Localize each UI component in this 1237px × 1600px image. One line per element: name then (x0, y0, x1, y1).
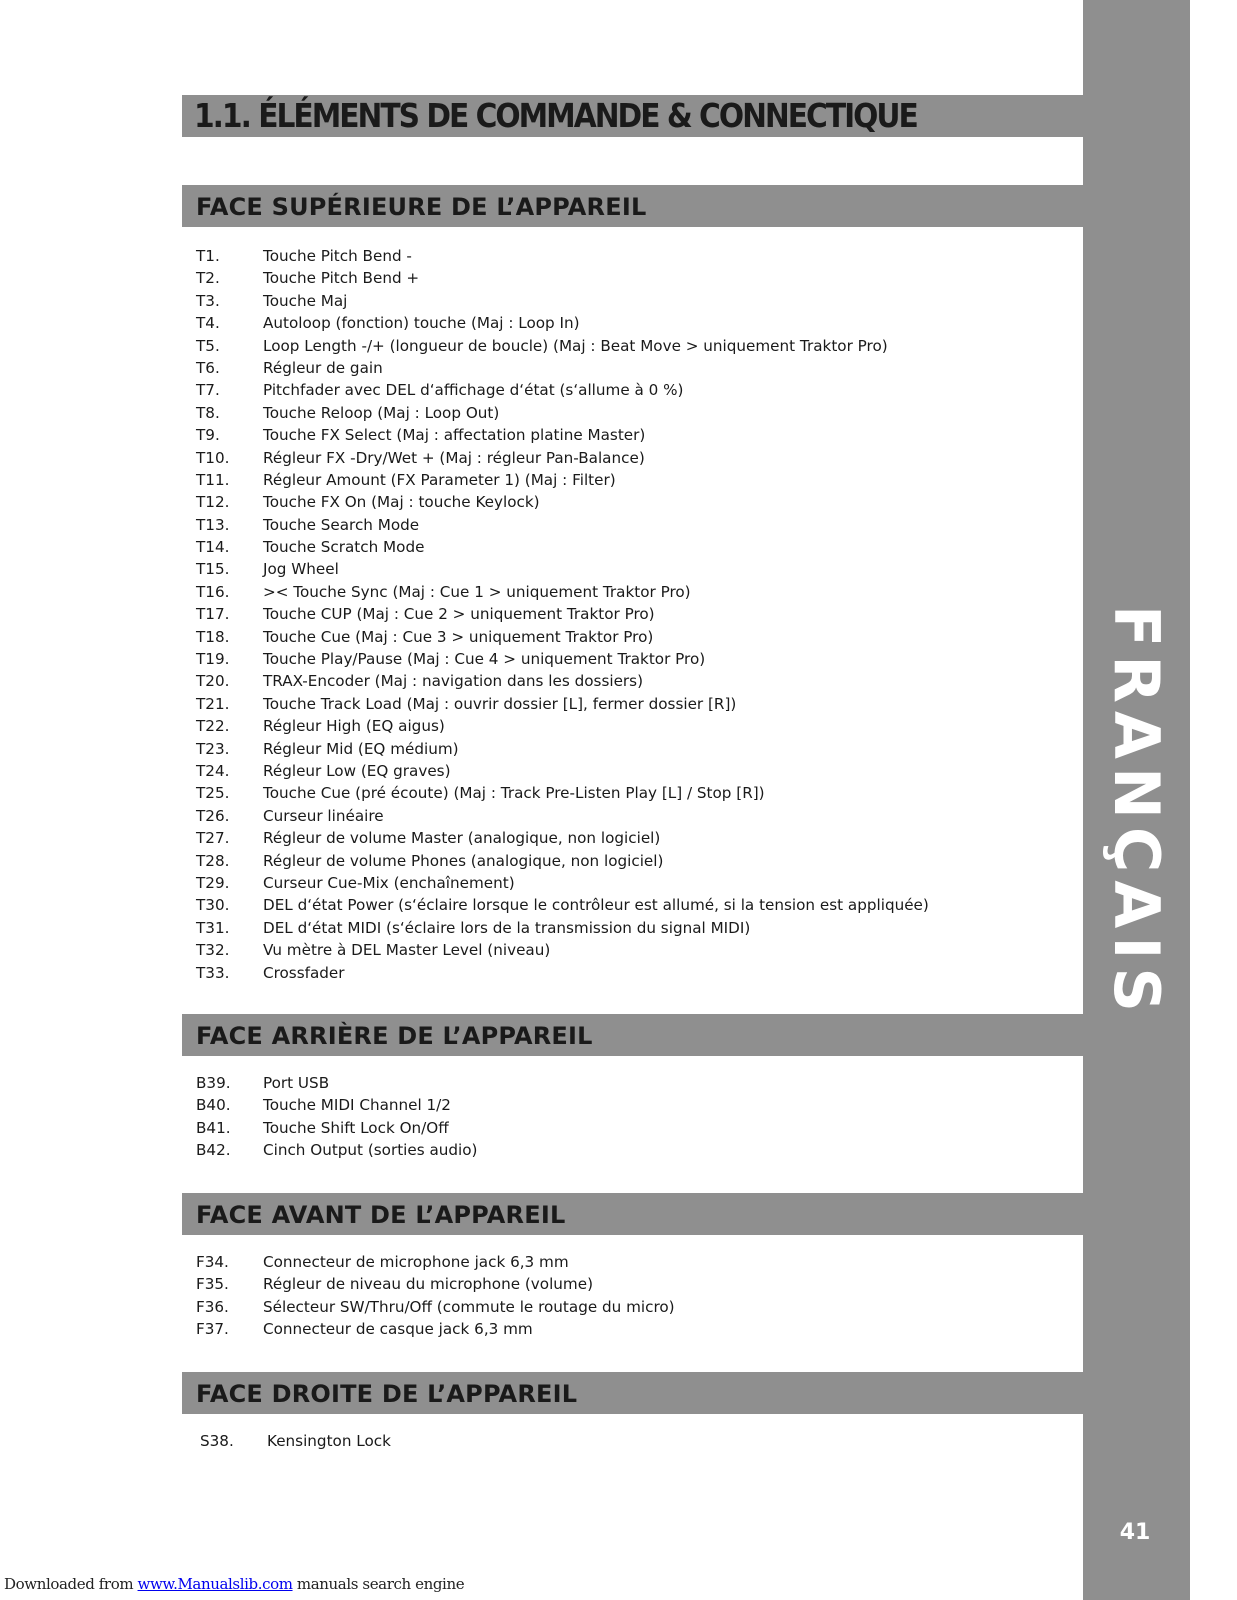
list-item (196, 491, 929, 513)
list-item (196, 312, 929, 334)
item-text: Touche CUP (Maj : Cue 2 > uniquement Traktor Pro) (263, 605, 655, 624)
item-list (196, 1072, 477, 1162)
list-item (196, 827, 929, 849)
list-item (196, 1296, 675, 1318)
item-code: F35. (196, 1275, 229, 1294)
main-heading: 1.1. ÉLÉMENTS DE COMMANDE & CONNECTIQUE (194, 96, 917, 135)
item-text: Régleur High (EQ aigus) (263, 717, 445, 736)
item-code: F34. (196, 1253, 229, 1271)
item-text: Régleur Amount (FX Parameter 1) (Maj : Filter) (263, 470, 616, 489)
list-item (196, 558, 929, 580)
item-code: T24. (196, 761, 230, 780)
list-item (196, 447, 929, 469)
item-code: T14. (196, 538, 230, 557)
item-code: T8. (196, 403, 220, 422)
list-item (196, 603, 929, 625)
list-item (196, 1094, 477, 1116)
item-text: Touche Cue (Maj : Cue 3 > uniquement Traktor Pro) (263, 627, 654, 646)
list-item (196, 805, 929, 827)
list-item (196, 1117, 477, 1139)
item-code: T10. (196, 448, 230, 467)
section-heading-band (182, 1372, 1083, 1414)
list-item (196, 693, 929, 715)
item-text: Touche Play/Pause (Maj : Cue 4 > uniquement Traktor Pro) (263, 650, 706, 669)
section-heading-band (182, 185, 1083, 227)
item-text: Touche Cue (pré écoute) (Maj : Track Pre-Listen Play [L] / Stop [R]) (263, 784, 765, 803)
list-item (196, 917, 929, 939)
list-item (196, 760, 929, 782)
item-code: T23. (196, 739, 230, 758)
list-item (196, 1139, 477, 1161)
item-text: Touche Reloop (Maj : Loop Out) (263, 403, 500, 422)
item-text: Kensington Lock (267, 1432, 391, 1450)
item-code: T19. (196, 650, 230, 669)
item-text: Touche Scratch Mode (263, 538, 425, 557)
item-text: Connecteur de casque jack 6,3 mm (263, 1320, 533, 1339)
item-text: TRAX-Encoder (Maj : navigation dans les dossiers) (263, 672, 644, 691)
item-text: Touche Shift Lock On/Off (263, 1118, 449, 1137)
item-code: B42. (196, 1141, 231, 1160)
item-code: T9. (196, 426, 220, 445)
list-item (196, 379, 929, 401)
item-text: Régleur de gain (263, 358, 383, 377)
item-code: T29. (196, 873, 230, 892)
item-code: T21. (196, 694, 230, 713)
list-item (196, 335, 929, 357)
item-code: F37. (196, 1320, 229, 1339)
item-text: Sélecteur SW/Thru/Off (commute le routage du micro) (263, 1297, 675, 1316)
item-code: T12. (196, 493, 230, 512)
item-code: T33. (196, 963, 230, 982)
item-code: B41. (196, 1118, 231, 1137)
item-text: Jog Wheel (263, 560, 339, 579)
list-item (196, 670, 929, 692)
item-code: T5. (196, 336, 220, 355)
item-code: T16. (196, 582, 230, 601)
list-item (196, 267, 929, 289)
item-code: T11. (196, 470, 230, 489)
item-text: Touche FX On (Maj : touche Keylock) (263, 493, 540, 512)
item-text: Autoloop (fonction) touche (Maj : Loop In) (263, 314, 580, 333)
list-item (196, 245, 929, 267)
section-heading: FACE AVANT DE L’APPAREIL (196, 1201, 566, 1229)
list-item (196, 782, 929, 804)
page-number: 41 (1119, 1520, 1151, 1545)
item-code: B39. (196, 1074, 231, 1092)
item-code: S38. (200, 1432, 234, 1450)
item-code: T3. (196, 291, 220, 310)
item-code: T4. (196, 314, 220, 333)
item-text: Touche FX Select (Maj : affectation platine Master) (263, 426, 646, 445)
footer-suffix: manuals search engine (292, 1575, 465, 1593)
item-text: Port USB (263, 1074, 330, 1092)
list-item (196, 648, 929, 670)
list-item (196, 514, 929, 536)
item-code: T1. (196, 247, 220, 265)
item-code: T7. (196, 381, 220, 400)
item-code: T17. (196, 605, 230, 624)
main-heading-band (182, 95, 1083, 137)
item-text: Vu mètre à DEL Master Level (niveau) (263, 941, 551, 960)
item-text: Régleur de volume Phones (analogique, non logiciel) (263, 851, 664, 870)
list-item (196, 939, 929, 961)
list-item (196, 738, 929, 760)
item-list (196, 1251, 675, 1341)
list-item (196, 894, 929, 916)
item-code: B40. (196, 1096, 231, 1115)
section-heading: FACE ARRIÈRE DE L’APPAREIL (196, 1022, 593, 1050)
item-code: T2. (196, 269, 220, 288)
item-text: Régleur FX -Dry/Wet + (Maj : régleur Pan-Balance) (263, 448, 645, 467)
item-text: Crossfader (263, 963, 345, 982)
item-text: Curseur linéaire (263, 806, 384, 825)
item-code: T18. (196, 627, 230, 646)
list-item (196, 357, 929, 379)
item-text: Régleur de volume Master (analogique, non logiciel) (263, 829, 661, 848)
item-code: T25. (196, 784, 230, 803)
item-code: T30. (196, 896, 230, 915)
item-text: Touche Track Load (Maj : ouvrir dossier [L], fermer dossier [R]) (263, 694, 737, 713)
item-text: Touche MIDI Channel 1/2 (263, 1096, 451, 1115)
item-code: T32. (196, 941, 230, 960)
item-text: Touche Search Mode (263, 515, 420, 534)
item-text: Curseur Cue-Mix (enchaînement) (263, 873, 515, 892)
list-item (196, 626, 929, 648)
item-text: DEL d‘état MIDI (s‘éclaire lors de la transmission du signal MIDI) (263, 918, 751, 937)
section-heading-band (182, 1014, 1083, 1056)
list-item (196, 872, 929, 894)
item-text: Touche Maj (263, 291, 348, 310)
language-label-text: FRANÇAIS (1100, 604, 1174, 1020)
item-text: Régleur Mid (EQ médium) (263, 739, 459, 758)
item-text: Touche Pitch Bend - (263, 247, 412, 265)
list-item (196, 424, 929, 446)
item-code: T31. (196, 918, 230, 937)
list-item (196, 1318, 675, 1340)
item-list (200, 1430, 391, 1452)
list-item (196, 1072, 477, 1094)
list-item (196, 536, 929, 558)
item-code: T20. (196, 672, 230, 691)
list-item (196, 290, 929, 312)
item-text: >< Touche Sync (Maj : Cue 1 > uniquement Traktor Pro) (263, 582, 691, 601)
item-text: Loop Length -/+ (longueur de boucle) (Maj : Beat Move > uniquement Traktor Pro) (263, 336, 888, 355)
item-code: T26. (196, 806, 230, 825)
section-heading: FACE DROITE DE L’APPAREIL (196, 1380, 578, 1408)
item-text: Cinch Output (sorties audio) (263, 1141, 478, 1160)
list-item (200, 1430, 391, 1452)
manualslib-link[interactable]: www.Manualslib.com (137, 1575, 293, 1593)
item-code: T27. (196, 829, 230, 848)
item-text: Pitchfader avec DEL d‘affichage d‘état (s‘allume à 0 %) (263, 381, 684, 400)
item-code: T6. (196, 358, 220, 377)
download-footer (4, 1575, 464, 1593)
item-code: T22. (196, 717, 230, 736)
item-code: T28. (196, 851, 230, 870)
item-text: Touche Pitch Bend + (263, 269, 420, 288)
list-item (196, 402, 929, 424)
list-item (196, 469, 929, 491)
item-text: Connecteur de microphone jack 6,3 mm (263, 1253, 569, 1271)
list-item (196, 962, 929, 984)
item-list (196, 245, 929, 984)
list-item (196, 581, 929, 603)
item-text: Régleur Low (EQ graves) (263, 761, 451, 780)
section-heading-band (182, 1193, 1083, 1235)
list-item (196, 715, 929, 737)
item-text: DEL d‘état Power (s‘éclaire lorsque le contrôleur est allumé, si la tension est appliquée) (263, 896, 929, 915)
footer-prefix: Downloaded from (4, 1575, 138, 1593)
list-item (196, 1251, 675, 1273)
list-item (196, 850, 929, 872)
list-item (196, 1273, 675, 1295)
item-code: T15. (196, 560, 230, 579)
item-text: Régleur de niveau du microphone (volume) (263, 1275, 593, 1294)
item-code: T13. (196, 515, 230, 534)
section-heading: FACE SUPÉRIEURE DE L’APPAREIL (196, 193, 647, 221)
item-code: F36. (196, 1297, 229, 1316)
language-label (1082, 604, 1192, 1020)
